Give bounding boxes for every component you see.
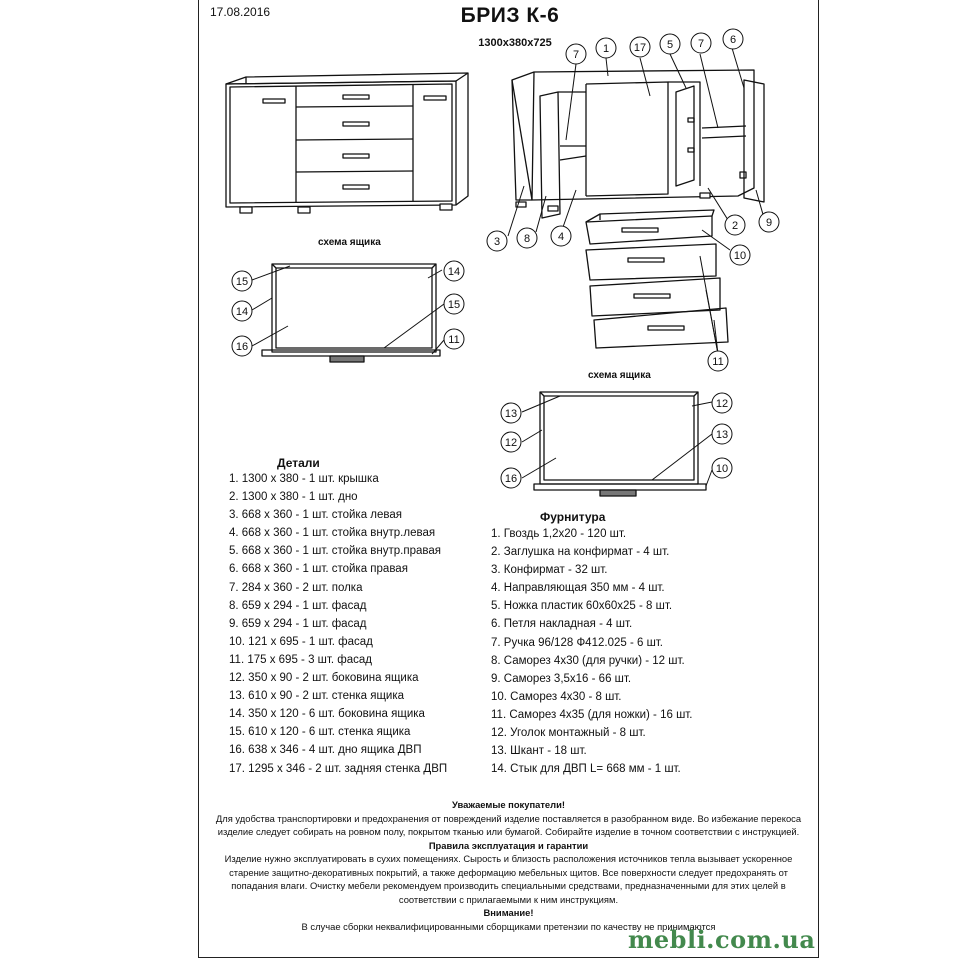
hardware-item: 14. Стык для ДВП L= 668 мм - 1 шт. [491, 763, 681, 776]
details-item: 16. 638 х 346 - 4 шт. дно ящика ДВП [229, 744, 422, 757]
callout-drawer2: 13 [504, 408, 518, 420]
notes-greeting: Уважаемые покупатели! [452, 799, 565, 810]
hardware-item: 5. Ножка пластик 60х60х25 - 8 шт. [491, 600, 673, 613]
notes-intro: Для удобства транспортировки и предохранения от повреждений изделие поставляется в разобранном виде. Во избежание перекоса изделие следует собирать на ровном полу, покрытом тканью или бумагой. Собирайте изделие в точном соответствии с инструкцией. [215, 812, 802, 837]
callout-assembly: 5 [666, 39, 674, 51]
callout-drawer2: 10 [715, 463, 729, 475]
callout-assembly: 6 [729, 34, 737, 46]
callout-assembly: 3 [493, 236, 501, 248]
details-item: 4. 668 х 360 - 1 шт. стойка внутр.левая [229, 527, 436, 540]
details-item: 10. 121 х 695 - 1 шт. фасад [229, 635, 373, 648]
details-item: 13. 610 х 90 - 2 шт. стенка ящика [229, 690, 405, 703]
product-dimensions: 1300х380х725 [478, 37, 552, 49]
callout-assembly: 7 [572, 49, 580, 61]
callout-assembly: 7 [697, 38, 705, 50]
details-item: 2. 1300 х 380 - 1 шт. дно [229, 491, 358, 504]
drawer-schema-caption: схема ящика [588, 370, 651, 381]
hardware-item: 10. Саморез 4х30 - 8 шт. [491, 690, 622, 703]
callout-assembly: 11 [712, 356, 724, 368]
site-watermark: mebli.com.ua [628, 925, 816, 954]
callout-drawer2: 13 [715, 429, 729, 441]
hardware-item: 9. Саморез 3,5х16 - 66 шт. [491, 672, 632, 685]
hardware-item: 13. Шкант - 18 шт. [491, 745, 587, 758]
details-item: 6. 668 х 360 - 1 шт. стойка правая [229, 563, 408, 576]
customer-notes [205, 798, 812, 933]
callout-drawer1: 14 [447, 266, 461, 278]
callout-drawer1: 14 [235, 306, 249, 318]
notes-rules: Изделие нужно эксплуатировать в сухих помещениях. Сырость и близость расположения источников тепла вызывает ускоренное старение защитно-декоративных покрытий, а также деформацию мебельных щитов. Все поверхности следует предохранять от попадания влаги. Очистку мебели рекомендуем производить специальными средствами, предназначенными для этих целей в соответствии с прилагаемыми к ним инструкциям. [224, 853, 793, 905]
callout-assembly: 4 [557, 231, 565, 243]
details-item: 9. 659 х 294 - 1 шт. фасад [229, 617, 367, 630]
details-item: 11. 175 х 695 - 3 шт. фасад [229, 653, 372, 666]
details-item: 15. 610 х 120 - 6 шт. стенка ящика [229, 726, 411, 739]
callout-drawer1: 15 [235, 276, 249, 288]
details-item: 8. 659 х 294 - 1 шт. фасад [229, 599, 367, 612]
callout-assembly: 8 [523, 233, 531, 245]
callout-assembly: 17 [633, 42, 647, 54]
hardware-item: 8. Саморез 4х30 (для ручки) - 12 шт. [491, 654, 685, 667]
hardware-item: 12. Уголок монтажный - 8 шт. [491, 727, 646, 740]
hardware-heading: Фурнитура [540, 510, 606, 524]
details-heading: Детали [277, 456, 320, 470]
details-item: 7. 284 х 360 - 2 шт. полка [229, 581, 363, 594]
callout-drawer2: 12 [504, 437, 518, 449]
details-item: 5. 668 х 360 - 1 шт. стойка внутр.правая [229, 545, 441, 558]
hardware-item: 3. Конфирмат - 32 шт. [491, 564, 608, 577]
hardware-item: 4. Направляющая 350 мм - 4 шт. [491, 582, 665, 595]
drawer-schema-1-drawing [262, 264, 440, 362]
details-item: 1. 1300 х 380 - 1 шт. крышка [229, 473, 379, 485]
notes-attention: В случае сборки неквалифицированными сборщиками претензии по качеству не принимаются [301, 920, 716, 932]
callout-assembly: 2 [731, 220, 739, 232]
drawer-schema-caption: схема ящика [318, 237, 381, 248]
details-item: 17. 1295 х 346 - 2 шт. задняя стенка ДВП [229, 762, 448, 775]
sheet-date: 17.08.2016 [210, 5, 271, 19]
details-list [229, 470, 447, 778]
callout-assembly: 9 [765, 217, 773, 229]
hardware-item: 2. Заглушка на конфирмат - 4 шт. [491, 546, 670, 559]
exploded-sideboard-drawing [512, 70, 764, 348]
callout-drawer1: 15 [447, 299, 461, 311]
details-item: 3. 668 х 360 - 1 шт. стойка левая [229, 509, 403, 522]
hardware-item: 7. Ручка 96/128 Ф412.025 - 6 шт. [491, 636, 663, 649]
callout-assembly: 1 [602, 43, 610, 55]
product-title: БРИЗ К-6 [460, 4, 560, 27]
details-item: 14. 350 х 120 - 6 шт. боковина ящика [229, 708, 425, 721]
callout-drawer1: 11 [448, 334, 460, 346]
callout-drawer1: 16 [235, 341, 249, 353]
notes-rules-heading: Правила эксплуатация и гарантии [428, 839, 589, 851]
callout-drawer2: 16 [504, 473, 518, 485]
hardware-list [491, 525, 693, 778]
assembled-sideboard-drawing [226, 73, 468, 213]
callout-assembly: 10 [733, 250, 747, 262]
notes-attention-heading: Внимание! [483, 907, 534, 918]
details-item: 12. 350 х 90 - 2 шт. боковина ящика [229, 672, 419, 685]
hardware-item: 1. Гвоздь 1,2х20 - 120 шт. [491, 528, 627, 540]
hardware-item: 6. Петля накладная - 4 шт. [491, 618, 633, 631]
callout-drawer2: 12 [715, 398, 729, 410]
drawer-schema-2-drawing [534, 392, 706, 496]
hardware-item: 11. Саморез 4х35 (для ножки) - 16 шт. [491, 708, 693, 721]
